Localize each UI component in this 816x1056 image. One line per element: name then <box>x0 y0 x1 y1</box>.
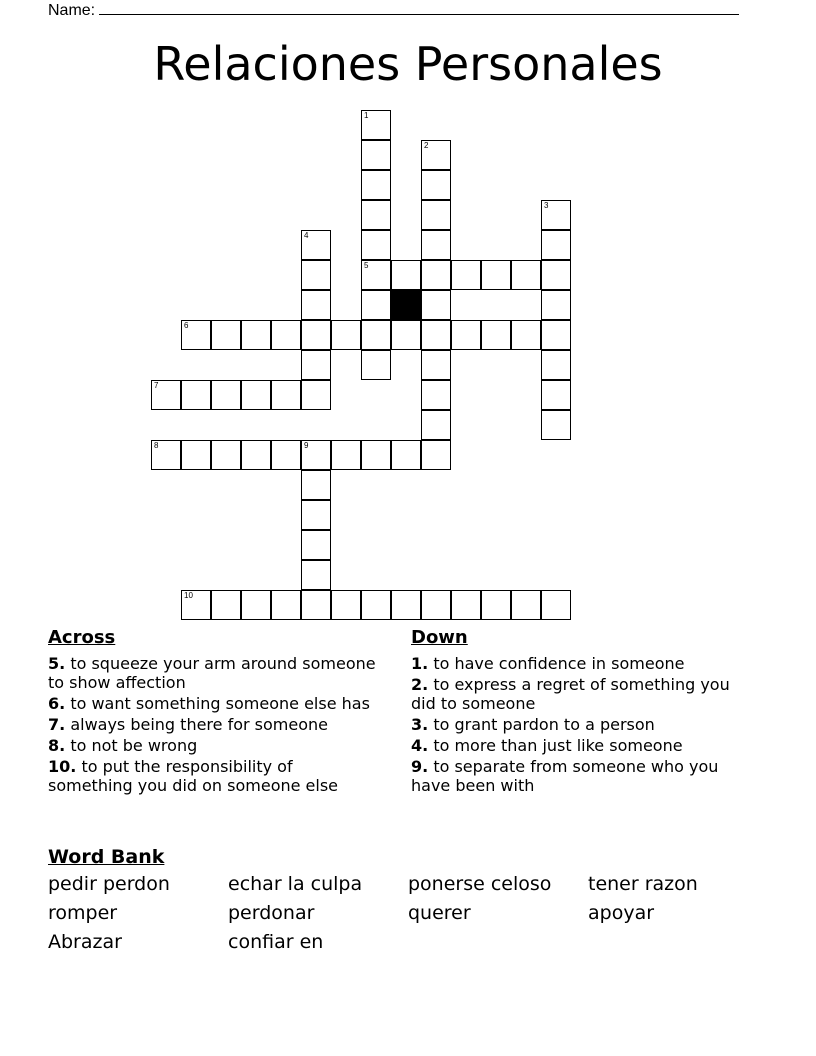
grid-cell[interactable] <box>361 110 391 140</box>
clue-across-8: 8. to not be wrong <box>48 736 198 755</box>
grid-cell[interactable] <box>421 320 451 350</box>
name-field[interactable] <box>48 0 739 20</box>
grid-cell[interactable] <box>391 440 421 470</box>
grid-black-square <box>391 290 421 320</box>
clue-number: 7 <box>154 381 159 390</box>
grid-cell[interactable] <box>481 320 511 350</box>
grid-cell[interactable] <box>451 320 481 350</box>
grid-cell[interactable] <box>421 410 451 440</box>
clue-across-5: 5. to squeeze your arm around someone to show affection <box>48 654 376 692</box>
grid-cell[interactable] <box>541 350 571 380</box>
grid-cell[interactable] <box>331 590 361 620</box>
grid-cell[interactable] <box>331 440 361 470</box>
clue-across-6: 6. to want something someone else has <box>48 694 370 713</box>
word-bank-item: pedir perdon <box>48 873 170 895</box>
grid-cell[interactable] <box>421 590 451 620</box>
page-title: Relaciones Personales <box>153 37 663 91</box>
grid-cell[interactable] <box>301 380 331 410</box>
word-bank <box>48 844 768 955</box>
word-bank-item: Abrazar <box>48 931 122 953</box>
grid-cell[interactable] <box>151 440 181 470</box>
grid-cell[interactable] <box>361 140 391 170</box>
grid-cell[interactable] <box>391 590 421 620</box>
grid-cell[interactable] <box>421 290 451 320</box>
clue-down-3: 3. to grant pardon to a person <box>411 715 655 734</box>
grid-cell[interactable] <box>211 380 241 410</box>
grid-cell[interactable] <box>301 500 331 530</box>
grid-cell[interactable] <box>421 440 451 470</box>
clue-down-9: 9. to separate from someone who you have been with <box>411 757 719 795</box>
grid-cell[interactable] <box>301 260 331 290</box>
grid-cell[interactable] <box>301 230 331 260</box>
grid-cell[interactable] <box>421 260 451 290</box>
clue-number: 9 <box>304 441 309 450</box>
grid-cell[interactable] <box>211 320 241 350</box>
grid-cell[interactable] <box>511 590 541 620</box>
grid-cell[interactable] <box>451 260 481 290</box>
grid-cell[interactable] <box>301 440 331 470</box>
grid-cell[interactable] <box>511 320 541 350</box>
grid-cell[interactable] <box>541 230 571 260</box>
grid-cell[interactable] <box>541 320 571 350</box>
grid-cell[interactable] <box>301 470 331 500</box>
grid-cell[interactable] <box>361 320 391 350</box>
word-bank-item: ponerse celoso <box>408 873 552 895</box>
clue-number: 3 <box>544 201 549 210</box>
grid-cell[interactable] <box>301 350 331 380</box>
word-bank-item: echar la culpa <box>228 873 363 895</box>
grid-cell[interactable] <box>541 260 571 290</box>
grid-cell[interactable] <box>511 260 541 290</box>
grid-cell[interactable] <box>211 440 241 470</box>
grid-cell[interactable] <box>541 290 571 320</box>
grid-cell[interactable] <box>241 380 271 410</box>
grid-cell[interactable] <box>151 380 181 410</box>
grid-cell[interactable] <box>361 290 391 320</box>
grid-cell[interactable] <box>361 590 391 620</box>
clue-number: 2 <box>424 141 429 150</box>
grid-cell[interactable] <box>301 290 331 320</box>
clue-across-10: 10. to put the responsibility of something you did on someone else <box>48 757 339 795</box>
clue-down-4: 4. to more than just like someone <box>411 736 683 755</box>
grid-cell[interactable] <box>271 380 301 410</box>
grid-cell[interactable] <box>241 320 271 350</box>
grid-cell[interactable] <box>271 320 301 350</box>
grid-cell[interactable] <box>301 560 331 590</box>
grid-cell[interactable] <box>241 440 271 470</box>
word-bank-item: querer <box>408 902 471 924</box>
grid-cell[interactable] <box>361 350 391 380</box>
grid-cell[interactable] <box>181 320 211 350</box>
word-bank-heading: Word Bank <box>48 846 165 868</box>
grid-cell[interactable] <box>241 590 271 620</box>
grid-cell[interactable] <box>181 590 211 620</box>
grid-cell[interactable] <box>391 320 421 350</box>
clue-number: 6 <box>184 321 189 330</box>
clue-number: 10 <box>184 591 193 600</box>
clue-number: 5 <box>364 261 369 270</box>
grid-cell[interactable] <box>361 230 391 260</box>
grid-cell[interactable] <box>301 530 331 560</box>
down-heading: Down <box>411 627 468 648</box>
grid-cell[interactable] <box>421 230 451 260</box>
grid-cell[interactable] <box>541 380 571 410</box>
grid-cell[interactable] <box>181 440 211 470</box>
grid-cell[interactable] <box>361 200 391 230</box>
grid-cell[interactable] <box>301 590 331 620</box>
grid-cell[interactable] <box>421 200 451 230</box>
grid-cell[interactable] <box>421 380 451 410</box>
grid-cell[interactable] <box>271 440 301 470</box>
word-bank-item: apoyar <box>588 902 655 924</box>
grid-cell[interactable] <box>421 140 451 170</box>
grid-cell[interactable] <box>181 380 211 410</box>
clue-number: 1 <box>364 111 369 120</box>
grid-cell[interactable] <box>391 260 421 290</box>
grid-cell[interactable] <box>541 200 571 230</box>
grid-cell[interactable] <box>361 170 391 200</box>
word-bank-item: perdonar <box>228 902 315 924</box>
grid-cell[interactable] <box>361 440 391 470</box>
grid-cell[interactable] <box>451 590 481 620</box>
grid-cell[interactable] <box>541 590 571 620</box>
word-bank-item: confiar en <box>228 931 324 953</box>
word-bank-item: tener razon <box>588 873 698 895</box>
grid-cell[interactable] <box>301 320 331 350</box>
across-heading: Across <box>48 627 116 648</box>
name-underline[interactable] <box>99 0 739 15</box>
clue-across-7: 7. always being there for someone <box>48 715 328 734</box>
grid-cell[interactable] <box>331 320 361 350</box>
grid-cell[interactable] <box>541 410 571 440</box>
clue-down-1: 1. to have confidence in someone <box>411 654 685 673</box>
grid-cell[interactable] <box>421 170 451 200</box>
word-bank-item: romper <box>48 902 118 924</box>
across-clues <box>48 627 378 797</box>
grid-cell[interactable] <box>481 590 511 620</box>
clue-number: 8 <box>154 441 159 450</box>
name-label: Name: <box>48 2 96 19</box>
clue-number: 4 <box>304 231 309 240</box>
grid-cell[interactable] <box>361 260 391 290</box>
down-clues <box>411 627 741 797</box>
grid-cell[interactable] <box>211 590 241 620</box>
grid-cell[interactable] <box>481 260 511 290</box>
grid-cell[interactable] <box>421 350 451 380</box>
grid-cell[interactable] <box>271 590 301 620</box>
clue-down-2: 2. to express a regret of something you did to someone <box>411 675 730 713</box>
